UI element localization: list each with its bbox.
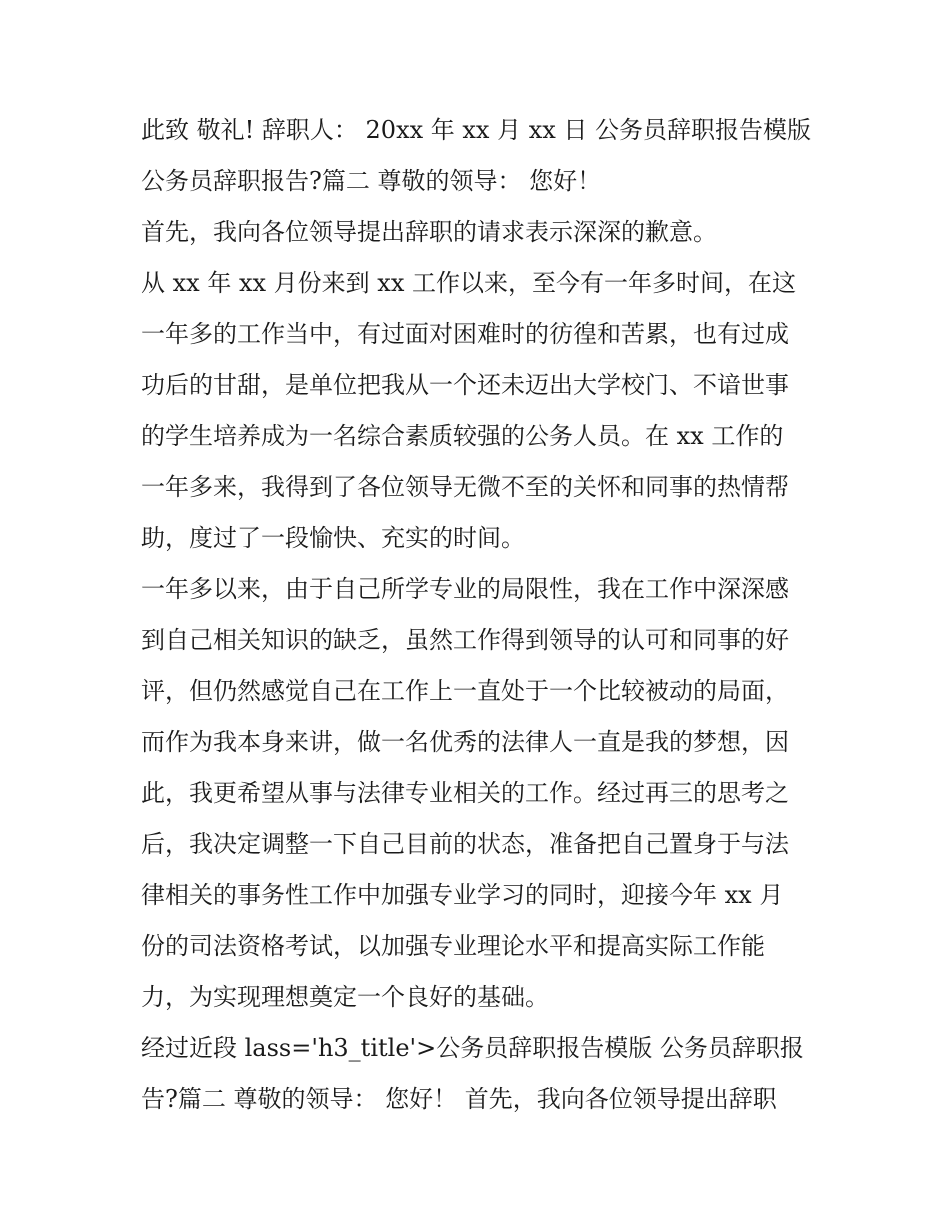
- document-body: [141, 105, 821, 1125]
- text-line-9: 助，度过了一段愉快、充实的时间。: [141, 524, 525, 552]
- text-line-6: 功后的甘甜，是单位把我从一个还未迈出大学校门、不谙世事: [141, 371, 789, 399]
- text-line-12: 评，但仍然感觉自己在工作上一直处于一个比较被动的局面，: [141, 677, 789, 705]
- text-line-17: 份的司法资格考试，以加强专业理论水平和提高实际工作能: [141, 932, 765, 960]
- text-line-10: 一年多以来，由于自己所学专业的局限性，我在工作中深深感: [141, 575, 789, 603]
- text-line-5: 一年多的工作当中，有过面对困难时的彷徨和苦累，也有过成: [141, 320, 789, 348]
- text-line-8: 一年多来，我得到了各位领导无微不至的关怀和同事的热情帮: [141, 473, 789, 501]
- text-line-1: 此致 敬礼! 辞职人： 20xx 年 xx 月 xx 日 公务员辞职报告模版: [141, 116, 812, 144]
- text-line-11: 到自己相关知识的缺乏，虽然工作得到领导的认可和同事的好: [141, 626, 789, 654]
- text-line-19: 经过近段 lass='h3_title'>公务员辞职报告模版 公务员辞职报: [141, 1034, 804, 1062]
- text-line-3: 首先，我向各位领导提出辞职的请求表示深深的歉意。: [141, 218, 717, 246]
- text-line-4: 从 xx 年 xx 月份来到 xx 工作以来，至今有一年多时间，在这: [141, 269, 796, 297]
- text-line-20: 告?篇二 尊敬的领导： 您好！ 首先，我向各位领导提出辞职: [141, 1085, 777, 1113]
- text-line-13: 而作为我本身来讲，做一名优秀的法律人一直是我的梦想，因: [141, 728, 789, 756]
- text-line-16: 律相关的事务性工作中加强专业学习的同时，迎接今年 xx 月: [141, 881, 784, 909]
- text-line-7: 的学生培养成为一名综合素质较强的公务人员。在 xx 工作的: [141, 422, 784, 450]
- text-line-14: 此，我更希望从事与法律专业相关的工作。经过再三的思考之: [141, 779, 789, 807]
- text-line-15: 后，我决定调整一下自己目前的状态，准备把自己置身于与法: [141, 830, 789, 858]
- text-line-2: 公务员辞职报告?篇二 尊敬的领导： 您好！: [141, 167, 602, 195]
- text-line-18: 力，为实现理想奠定一个良好的基础。: [141, 983, 549, 1011]
